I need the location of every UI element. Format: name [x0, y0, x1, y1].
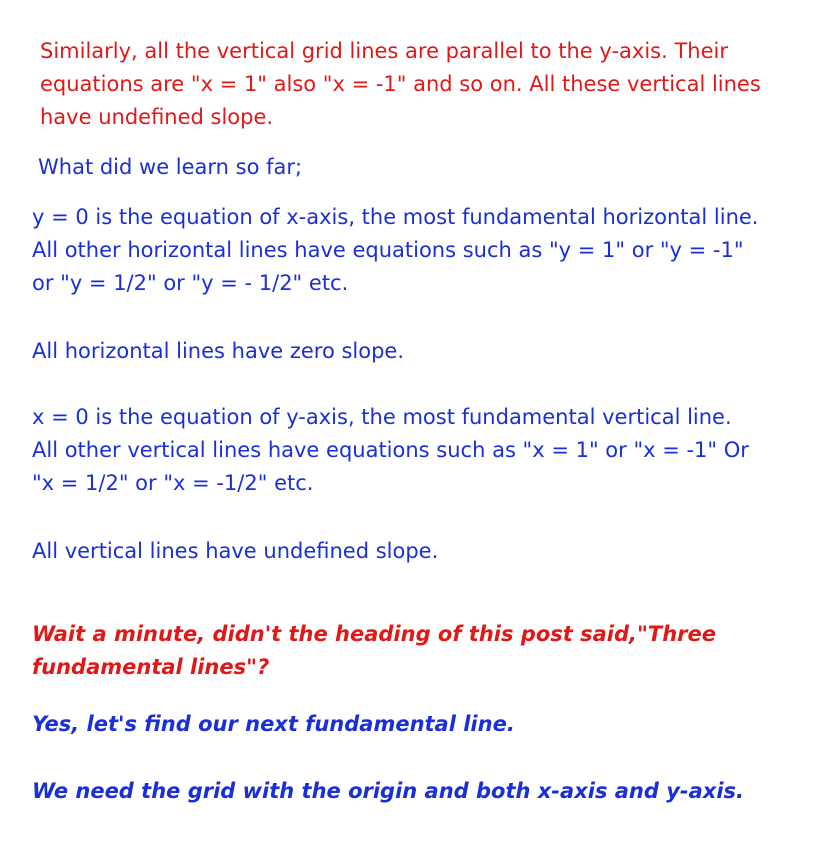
- intro-line: have undefined slope.: [40, 105, 274, 129]
- horizontal-lines-paragraph: [32, 201, 758, 300]
- horizontal-line-text: All other horizontal lines have equations such as "y = 1" or "y = -1": [32, 238, 744, 262]
- horizontal-slope-text: All horizontal lines have zero slope.: [32, 339, 405, 363]
- question-paragraph: [32, 618, 716, 684]
- intro-line: equations are "x = 1" also "x = -1" and so on. All these vertical lines: [40, 72, 761, 96]
- vertical-line-text: x = 0 is the equation of y-axis, the most fundamental vertical line.: [32, 405, 732, 429]
- question-line: fundamental lines"?: [32, 655, 270, 679]
- answer-text: Yes, let's find our next fundamental line.: [32, 712, 515, 736]
- intro-paragraph: [40, 35, 761, 134]
- intro-line: Similarly, all the vertical grid lines are parallel to the y-axis. Their: [40, 39, 728, 63]
- vertical-slope-text: All vertical lines have undefined slope.: [32, 539, 439, 563]
- vertical-line-text: All other vertical lines have equations such as "x = 1" or "x = -1" Or: [32, 438, 749, 462]
- learn-heading-text: What did we learn so far;: [38, 155, 303, 179]
- closing-statement: [32, 775, 744, 808]
- closing-text: We need the grid with the origin and both x-axis and y-axis.: [32, 779, 745, 803]
- horizontal-slope-statement: [32, 335, 404, 368]
- vertical-lines-paragraph: [32, 401, 749, 500]
- vertical-line-text: "x = 1/2" or "x = -1/2" etc.: [32, 471, 314, 495]
- answer-statement: [32, 708, 515, 741]
- learn-heading: [38, 151, 302, 184]
- question-line: Wait a minute, didn't the heading of this post said,"Three: [32, 622, 717, 646]
- horizontal-line-text: or "y = 1/2" or "y = - 1/2" etc.: [32, 271, 349, 295]
- vertical-slope-statement: [32, 535, 438, 568]
- horizontal-line-text: y = 0 is the equation of x-axis, the most fundamental horizontal line.: [32, 205, 759, 229]
